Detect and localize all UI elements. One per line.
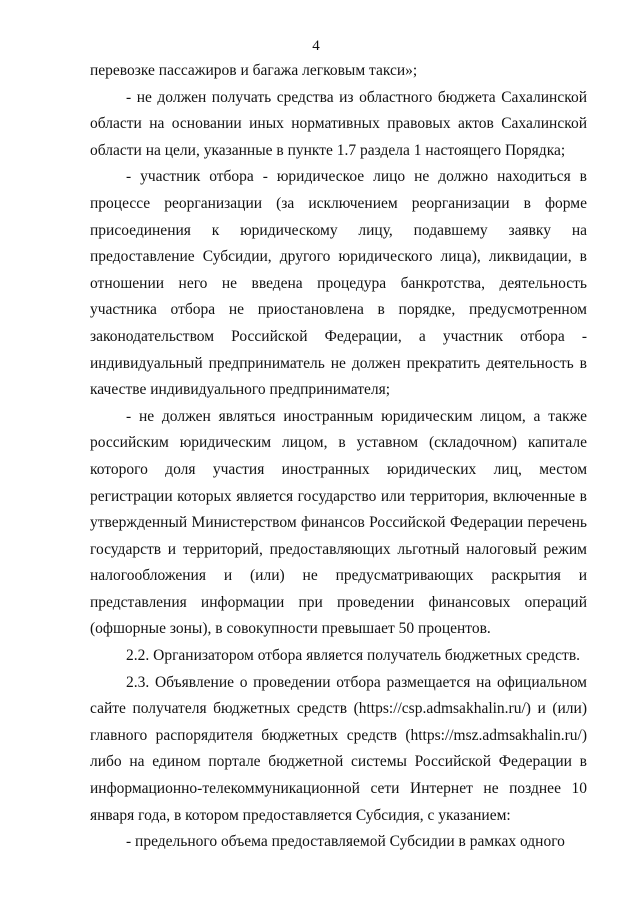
paragraph-foreign-entity-condition: - не должен являться иностранным юридическим лицом, а также российским юридическим лицом, в уставном (складочном) капитале которого доля участия иностранных юридических лиц, местом регистрации которых является государство или территория, включенные в утвержденный Министерством финансов Российской Федерации перечень государств и территорий, предоставляющих льготный налоговый режим налогообложения и (или) не предусматривающих раскрытия и представления информации при проведении финансовых операций (офшорные зоны), в совокупности превышает 50 процентов.: [90, 407, 587, 638]
paragraph-regional-budget-condition: - не должен получать средства из областного бюджета Сахалинской области на основании иных нормативных правовых актов Сахалинской области на цели, указанные в пункте 1.7 раздела 1 настоящего Порядка;: [90, 88, 587, 159]
document-body: [90, 58, 587, 856]
paragraph-section-2-2: 2.2. Организатором отбора является получатель бюджетных средств.: [126, 647, 581, 665]
paragraph-subsidy-limit: - предельного объема предоставляемой Субсидии в рамках одного: [126, 833, 565, 851]
paragraph-section-2-3: 2.3. Объявление о проведении отбора размещается на официальном сайте получателя бюджетных средств (https://csp.admsakhalin.ru/) и (или) главного распорядителя бюджетных средств (https://msz.admsakhalin.ru/) либо на едином портале бюджетной системы Российской Федерации в информационно-телекоммуникационной сети Интернет не позднее 10 января года, в котором предоставляется Субсидия, с указанием:: [90, 673, 587, 824]
page-number: 4: [312, 38, 320, 54]
paragraph-reorganization-condition: - участник отбора - юридическое лицо не должно находиться в процессе реорганизации (за исключением реорганизации в форме присоединения к юридическому лицу, подавшему заявку на предоставление Субсидии, другого юридического лица), ликвидации, в отношении него не введена процедура банкротства, деятельность участника отбора не приостановлена в порядке, предусмотренном законодательством Российской Федерации, а участник отбора - индивидуальный предприниматель не должен прекратить деятельность в качестве индивидуального предпринимателя;: [90, 168, 587, 399]
paragraph-continuation: перевозке пассажиров и багажа легковым такси»;: [90, 62, 418, 79]
